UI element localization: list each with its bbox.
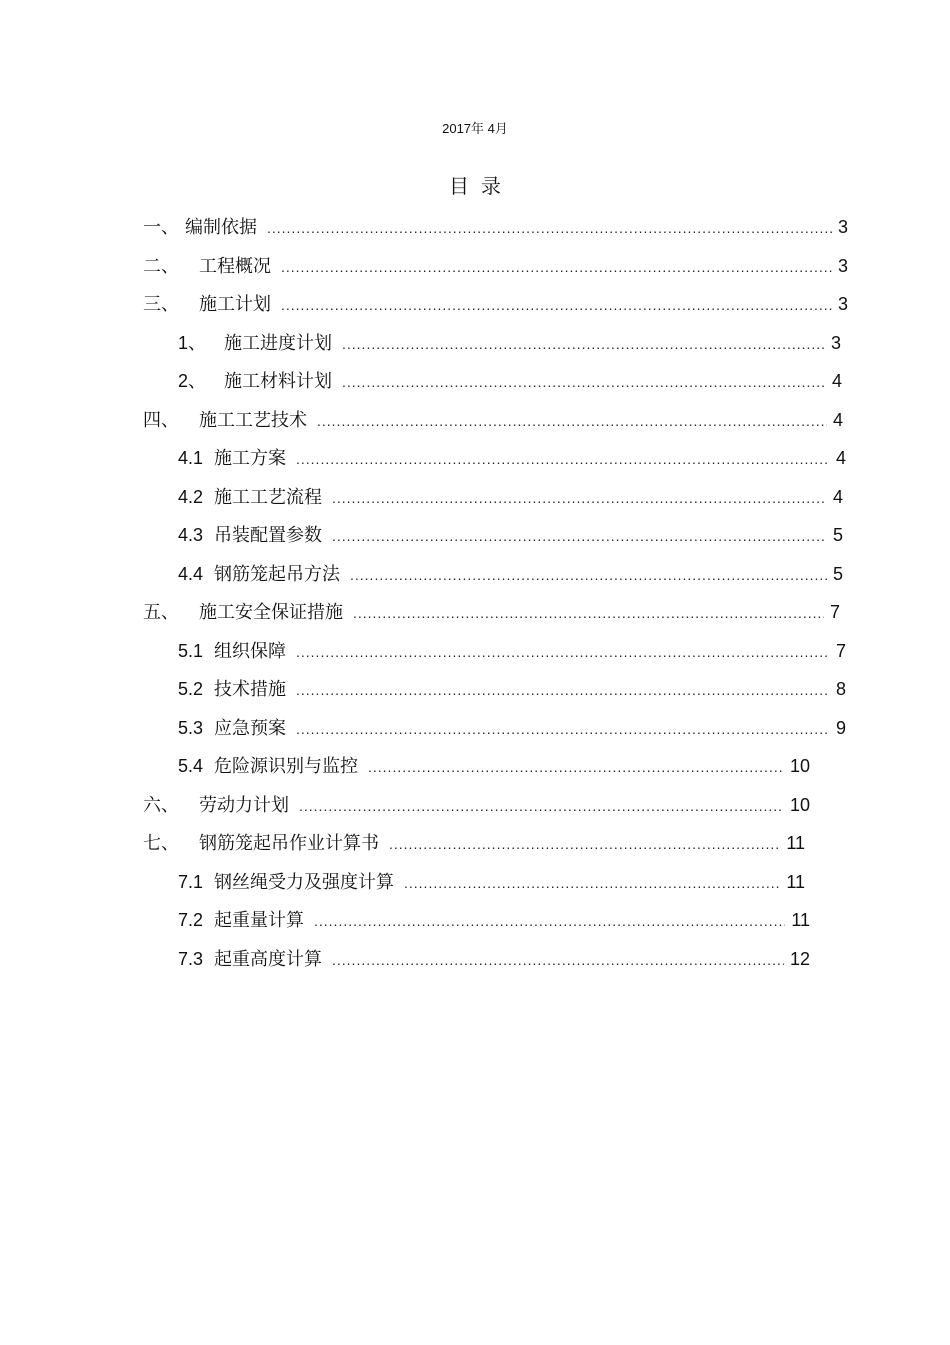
toc-entry-text: 起重高度计算 (214, 949, 322, 970)
toc-dot-leader (332, 945, 784, 975)
toc-entry-1[interactable] (143, 212, 848, 242)
document-date: 2017年 4月 (442, 121, 508, 136)
toc-entry-page: 4 (832, 487, 843, 507)
toc-dot-leader (296, 714, 830, 744)
toc-entry-8[interactable] (178, 482, 843, 512)
toc-entry-number: 2、 (178, 371, 207, 391)
toc-dot-leader (342, 329, 825, 359)
toc-entry-text: 劳动力计划 (199, 795, 289, 816)
toc-entry-16[interactable] (143, 790, 810, 820)
toc-entry-number: 7.3 (178, 949, 204, 969)
toc-dot-leader (296, 675, 830, 705)
toc-entry-page: 5 (832, 564, 843, 584)
toc-entry-12[interactable] (178, 636, 846, 666)
toc-entry-page: 3 (837, 217, 848, 237)
toc-entry-text: 钢筋笼起吊作业计算书 (199, 833, 379, 854)
toc-entry-number: 4.3 (178, 525, 204, 545)
toc-entry-page: 7 (829, 602, 840, 622)
toc-entry-number: 七、 (143, 833, 179, 854)
toc-entry-text: 钢丝绳受力及强度计算 (214, 872, 394, 893)
toc-entry-11[interactable] (143, 597, 840, 627)
toc-entry-page: 4 (832, 410, 843, 430)
toc-entry-number: 5.1 (178, 641, 204, 661)
toc-entry-page: 3 (830, 333, 841, 353)
toc-entry-number: 六、 (143, 795, 179, 816)
toc-entry-6[interactable] (143, 405, 843, 435)
toc-dot-leader (404, 868, 780, 898)
toc-entry-text: 起重量计算 (214, 910, 304, 931)
toc-entry-number: 二、 (143, 256, 179, 277)
toc-entry-14[interactable] (178, 713, 846, 743)
toc-entry-page: 7 (835, 641, 846, 661)
toc-entry-page: 5 (832, 525, 843, 545)
toc-entry-text: 危险源识别与监控 (214, 756, 358, 777)
toc-dot-leader (299, 791, 784, 821)
toc-entry-number: 4.4 (178, 564, 204, 584)
toc-entry-page: 4 (835, 448, 846, 468)
toc-entry-text: 钢筋笼起吊方法 (214, 564, 340, 585)
toc-entry-number: 一、 (143, 217, 179, 238)
toc-entry-text: 施工方案 (214, 448, 286, 469)
toc-entry-text: 施工安全保证措施 (199, 602, 343, 623)
toc-entry-page: 3 (837, 256, 848, 276)
toc-entry-number: 7.1 (178, 872, 204, 892)
toc-entry-text: 工程概况 (199, 256, 271, 277)
toc-entry-text: 施工进度计划 (224, 333, 332, 354)
toc-title: 目录 (449, 174, 513, 198)
toc-entry-number: 四、 (143, 410, 179, 431)
toc-entry-text: 施工工艺流程 (214, 487, 322, 508)
toc-entry-text: 吊装配置参数 (214, 525, 322, 546)
toc-entry-page: 9 (835, 718, 846, 738)
toc-entry-text: 技术措施 (214, 679, 286, 700)
toc-dot-leader (389, 829, 780, 859)
toc-dot-leader (342, 367, 826, 397)
toc-entry-9[interactable] (178, 520, 843, 550)
toc-entry-page: 11 (786, 833, 805, 853)
toc-entry-19[interactable] (178, 905, 810, 935)
toc-entry-text: 组织保障 (214, 641, 286, 662)
toc-entry-page: 8 (835, 679, 846, 699)
toc-dot-leader (350, 560, 827, 590)
toc-entry-number: 五、 (143, 602, 179, 623)
toc-entry-2[interactable] (143, 251, 848, 281)
toc-entry-7[interactable] (178, 443, 846, 473)
toc-dot-leader (296, 444, 830, 474)
toc-entry-10[interactable] (178, 559, 843, 589)
toc-dot-leader (317, 406, 827, 436)
toc-entry-text: 编制依据 (185, 217, 257, 238)
toc-entry-number: 1、 (178, 333, 207, 353)
toc-entry-3[interactable] (143, 289, 848, 319)
toc-entry-text: 施工工艺技术 (199, 410, 307, 431)
toc-entry-15[interactable] (178, 751, 810, 781)
toc-entry-4[interactable] (178, 328, 841, 358)
toc-entry-number: 4.2 (178, 487, 204, 507)
toc-entry-page: 11 (791, 910, 810, 930)
toc-entry-number: 5.3 (178, 718, 204, 738)
toc-dot-leader (267, 213, 832, 243)
toc-entry-20[interactable] (178, 944, 810, 974)
toc-dot-leader (332, 521, 827, 551)
toc-entry-text: 应急预案 (214, 718, 286, 739)
toc-dot-leader (314, 906, 785, 936)
toc-entry-page: 10 (789, 756, 810, 776)
toc-dot-leader (353, 598, 824, 628)
toc-dot-leader (281, 290, 832, 320)
toc-dot-leader (332, 483, 827, 513)
toc-dot-leader (368, 752, 784, 782)
toc-entry-18[interactable] (178, 867, 805, 897)
toc-entry-number: 5.4 (178, 756, 204, 776)
toc-entry-13[interactable] (178, 674, 846, 704)
toc-entry-text: 施工材料计划 (224, 371, 332, 392)
toc-entry-17[interactable] (143, 828, 805, 858)
toc-entry-5[interactable] (178, 366, 842, 396)
toc-dot-leader (296, 637, 830, 667)
toc-entry-number: 5.2 (178, 679, 204, 699)
toc-entry-number: 4.1 (178, 448, 204, 468)
toc-entry-page: 12 (789, 949, 810, 969)
toc-entry-page: 4 (831, 371, 842, 391)
toc-entry-page: 11 (786, 872, 805, 892)
toc-entry-page: 10 (789, 795, 810, 815)
toc-entry-number: 7.2 (178, 910, 204, 930)
toc-entry-number: 三、 (143, 294, 179, 315)
toc-entry-page: 3 (837, 294, 848, 314)
toc-entry-text: 施工计划 (199, 294, 271, 315)
toc-dot-leader (281, 252, 832, 282)
